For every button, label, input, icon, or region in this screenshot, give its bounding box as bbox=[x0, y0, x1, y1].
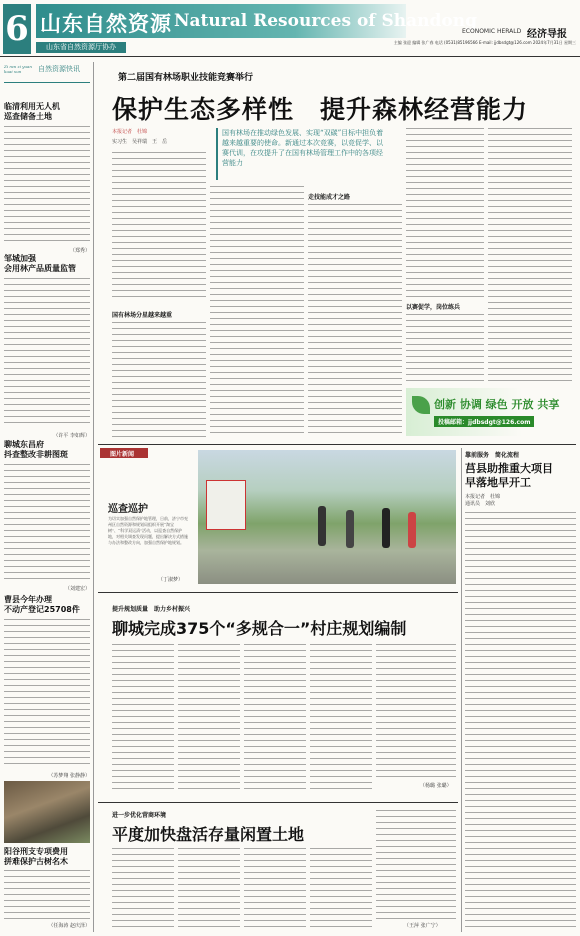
idle-kicker: 进一步优化营商环境 bbox=[112, 812, 167, 819]
brief-credit: （刘建宏） bbox=[64, 586, 90, 592]
briefs-header-cn: 自然资源快讯 bbox=[38, 65, 80, 73]
idle-body-col bbox=[112, 848, 174, 930]
idle-credit: （王萍 张广宁） bbox=[404, 923, 441, 929]
lead-body-col bbox=[406, 128, 484, 298]
brief-credit: （苏梦翔 张静静） bbox=[48, 773, 90, 779]
sign-board bbox=[206, 480, 246, 530]
right-story-author: 本报记者 杜锦 通讯员 刘欣 bbox=[465, 494, 501, 507]
village-planning-story bbox=[98, 598, 458, 798]
idle-body-col bbox=[178, 848, 240, 930]
person-figure bbox=[318, 506, 326, 546]
brief-credit: （郑秀） bbox=[69, 248, 90, 254]
brief-credit: （许平 李如辉） bbox=[53, 433, 90, 439]
briefs-header bbox=[4, 62, 90, 83]
lead-body-col bbox=[308, 204, 402, 437]
lead-body-col bbox=[112, 152, 206, 302]
lead-correspondent: 实习生 吴祥瑞 王 岳 bbox=[112, 139, 168, 145]
photo-caption-title: 巡查巡护 bbox=[108, 504, 148, 515]
paper-name-en: ECONOMIC HERALD bbox=[462, 28, 522, 35]
brief-headline: 曹县今年办理 不动产登记25708件 bbox=[4, 595, 80, 614]
lead-subhead: 以赛促学，岗位练兵 bbox=[406, 304, 461, 311]
village-body-col bbox=[376, 644, 456, 779]
brief-body bbox=[4, 464, 90, 582]
brief-photo bbox=[4, 781, 90, 843]
page-title-cn: 山东自然资源 bbox=[40, 12, 172, 36]
submission-email: 投稿邮箱：jjdbsdgt@126.com bbox=[434, 416, 534, 427]
village-headline: 聊城完成375个“多规合一”村庄规划编制 bbox=[112, 619, 407, 638]
page-number: 6 bbox=[3, 4, 31, 54]
slogan-text: 创新 协调 绿色 开放 共享 bbox=[434, 398, 560, 411]
idle-body-col bbox=[376, 810, 456, 920]
lead-subhead: 走技能成才之路 bbox=[308, 194, 351, 201]
masthead bbox=[0, 0, 580, 58]
briefs-header-pinyin: Zi ran zi yuan kuai xun bbox=[4, 64, 32, 74]
paper-name-cn: 经济导报 bbox=[527, 29, 567, 40]
lead-intro: 国有林场在推动绿色发展、实现“双碳”目标中担负着越来越重要的使命。新通过本次竞赛，以竞促学、以赛代训，在攻提升了在国有林场管理工作中的各项经营能力 bbox=[216, 128, 386, 180]
sponsor-label: 山东省自然资源厅协办 bbox=[36, 42, 126, 53]
page-title-en: Natural Resources of Shandong bbox=[174, 11, 477, 31]
slogan-banner bbox=[406, 388, 572, 436]
photo-caption-body: 为切实加强自然保护地管理，日前，济宁市兖州区自然资源和规划局组织开展“淘宝树”、“科学双运清”活动，以巡查自然保护地，对相关调查发现问题，提出解决方式措施与办法和整改方向，加强自然保护地规划。 bbox=[108, 516, 188, 545]
news-photo bbox=[198, 450, 456, 584]
brief-headline: 临清利用无人机 巡查储备土地 bbox=[4, 102, 60, 121]
lead-body-col bbox=[488, 128, 572, 384]
photo-news bbox=[98, 448, 458, 588]
idle-body-col bbox=[310, 848, 372, 930]
lead-kicker: 第二届国有林场职业技能竞赛举行 bbox=[118, 73, 254, 83]
lead-subhead: 国有林场分星越来越重 bbox=[112, 312, 173, 319]
person-figure bbox=[346, 510, 354, 548]
idle-headline: 平度加快盘活存量闲置土地 bbox=[112, 825, 305, 844]
right-story-body bbox=[465, 512, 576, 927]
brief-credit: （任海涛 赵庆泽） bbox=[48, 923, 90, 929]
idle-body-col bbox=[244, 848, 306, 930]
idle-land-story bbox=[98, 806, 458, 932]
person-figure bbox=[408, 512, 416, 548]
brief-body bbox=[4, 870, 90, 920]
village-body-col bbox=[112, 644, 174, 789]
brief-headline: 聊城东昌府 抖查整改非耕图斑 bbox=[4, 440, 68, 459]
brief-headline: 邹城加强 会用林产品质量监管 bbox=[4, 254, 76, 273]
village-body-col bbox=[178, 644, 240, 789]
brief-body bbox=[4, 126, 90, 246]
village-body-col bbox=[310, 644, 372, 789]
right-story bbox=[465, 448, 576, 932]
village-kicker: 提升规划质量 助力乡村振兴 bbox=[112, 606, 191, 613]
issue-info-line: 主编 张迎 编辑 张广春 电话 (0531)85196566 E-mail: jjdbsdgt@126.com 2024年7月31日 星期三 bbox=[393, 40, 576, 45]
right-story-tag: 靠前服务 简化流程 bbox=[465, 452, 520, 459]
leaf-icon bbox=[412, 396, 430, 414]
person-figure bbox=[382, 508, 390, 548]
lead-headline: 保护生态多样性 提升森林经营能力 bbox=[112, 95, 529, 124]
lead-body-col bbox=[112, 322, 206, 437]
photo-news-label-text: 图片新闻 bbox=[110, 451, 135, 458]
right-story-headline: 莒县助推重大项目 早落地早开工 bbox=[465, 462, 553, 489]
brief-body bbox=[4, 619, 90, 769]
photo-caption-credit: （丁淑梦） bbox=[158, 577, 184, 583]
brief-headline: 阳谷刑支专项费用 拼难保护古树名木 bbox=[4, 847, 68, 866]
brief-body bbox=[4, 278, 90, 428]
village-body-col bbox=[244, 644, 306, 789]
lead-body-col bbox=[406, 314, 484, 384]
lead-article bbox=[98, 62, 576, 442]
lead-body-col bbox=[210, 186, 304, 437]
lead-author: 本报记者 杜锦 bbox=[112, 129, 148, 135]
village-credit: （杨璐 张璐） bbox=[420, 783, 452, 789]
news-briefs-column bbox=[4, 62, 90, 932]
